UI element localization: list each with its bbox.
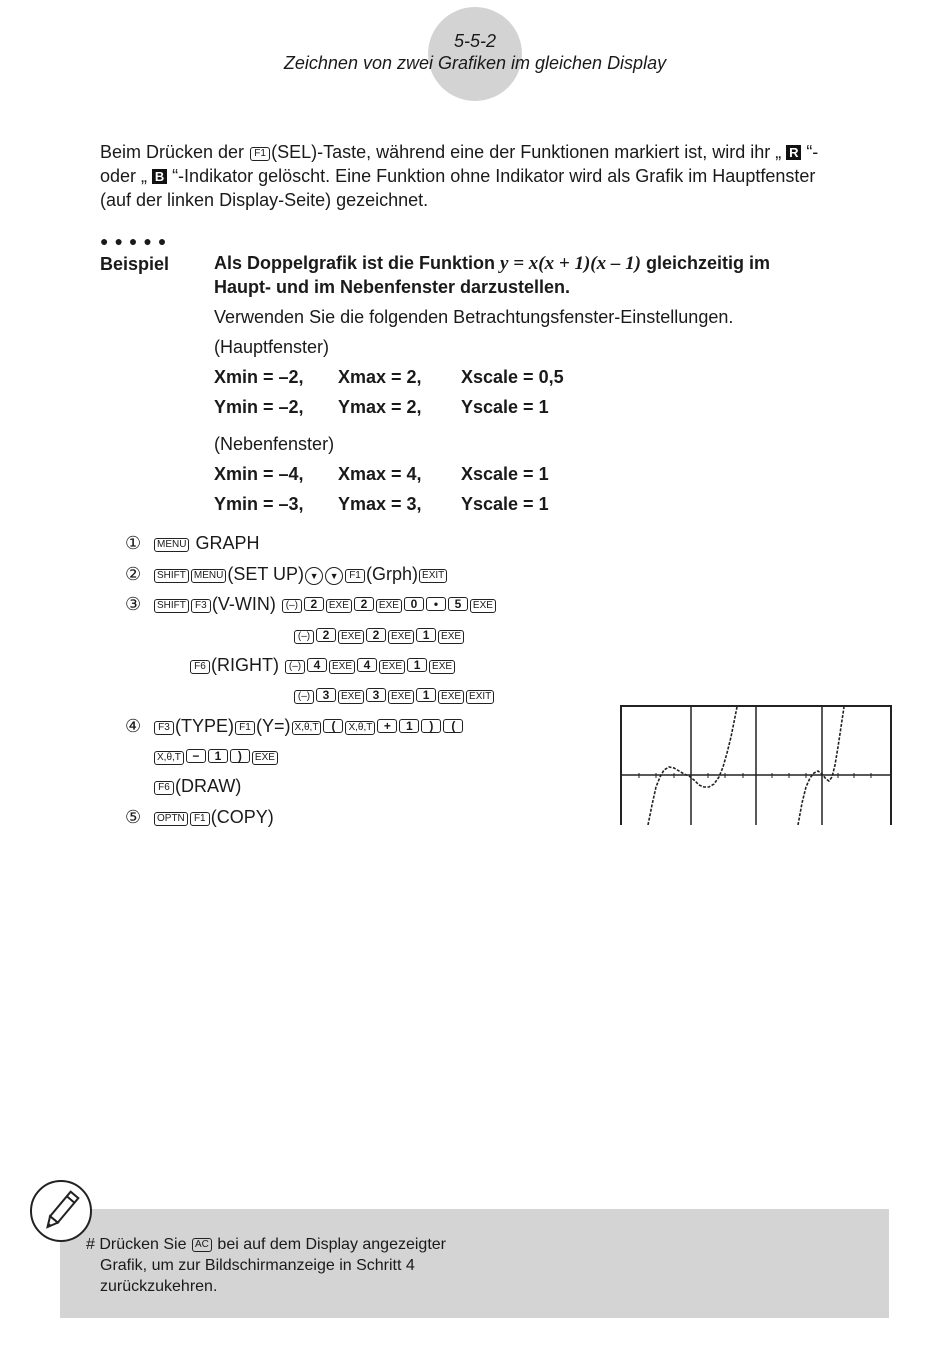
f3-key: F3 (154, 721, 174, 735)
negative-key: (–) (282, 599, 302, 613)
setting-value: Ymin = –3, (214, 494, 304, 514)
example-title: Als Doppelgrafik ist die Funktion (214, 253, 496, 273)
example-block (214, 252, 854, 515)
pencil-note-icon (30, 1180, 92, 1242)
minus-key: − (186, 749, 206, 763)
intro-text: “- (806, 142, 819, 162)
exe-key: EXE (388, 630, 414, 644)
step-3 (125, 593, 497, 615)
digit-key: 2 (316, 628, 336, 642)
menu-key: MENU (154, 538, 189, 552)
step-5 (125, 806, 274, 828)
negative-key: (–) (285, 660, 305, 674)
setting-value: Ymax = 3, (338, 494, 422, 514)
sub-settings-row-y (214, 493, 854, 515)
plus-key: + (377, 719, 397, 733)
calculator-screen-graph (620, 705, 892, 825)
setting-value: Xscale = 0,5 (461, 367, 564, 387)
setting-value: Xmin = –2, (214, 367, 304, 387)
step-3-line-4 (293, 684, 495, 706)
shift-key: SHIFT (154, 599, 189, 613)
x-theta-t-key: X,θ,T (292, 721, 322, 735)
ac-key: AC (192, 1238, 212, 1252)
negative-key: (–) (294, 630, 314, 644)
setting-value: Yscale = 1 (461, 397, 549, 417)
close-paren-key: ) (230, 749, 250, 763)
step-text: (DRAW) (175, 776, 242, 796)
note-line: zurückzukehren. (100, 1278, 218, 1295)
exe-key: EXE (470, 599, 496, 613)
step-text: (V-WIN) (211, 594, 276, 614)
f6-key: F6 (154, 781, 174, 795)
note-line: Grafik, um zur Bildschirmanzeige in Schritt 4 (100, 1257, 415, 1274)
exe-key: EXE (438, 690, 464, 704)
setting-value: Xmax = 4, (338, 464, 422, 484)
cursor-down-icon: ▼ (305, 567, 323, 585)
exe-key: EXE (329, 660, 355, 674)
note-line: bei auf dem Display angezeigter (217, 1236, 446, 1253)
digit-key: 2 (354, 597, 374, 611)
step-number: ③ (125, 594, 142, 614)
cursor-down-icon: ▼ (325, 567, 343, 585)
digit-key: 1 (208, 749, 228, 763)
exe-key: EXE (379, 660, 405, 674)
main-window-label: (Hauptfenster) (214, 337, 330, 357)
step-2 (125, 563, 448, 585)
setting-value: Yscale = 1 (461, 494, 549, 514)
intro-text: (auf der linken Display-Seite) gezeichnet. (100, 190, 429, 210)
exe-key: EXE (338, 690, 364, 704)
digit-key: 0 (404, 597, 424, 611)
step-3-line-3 (189, 654, 456, 676)
f1-key: F1 (190, 812, 210, 826)
step-4-line-2 (153, 745, 279, 767)
intro-text: “-Indikator gelöscht. Eine Funktion ohne Indikator wird als Grafik im Hauptfenster (172, 166, 816, 186)
sub-window-label: (Nebenfenster) (214, 434, 335, 454)
digit-key: 1 (399, 719, 419, 733)
example-title: gleichzeitig im (645, 253, 770, 273)
digit-key: 5 (448, 597, 468, 611)
digit-key: 2 (304, 597, 324, 611)
setting-value: Xmax = 2, (338, 367, 422, 387)
main-settings-row-y (214, 396, 854, 418)
digit-key: 3 (366, 688, 386, 702)
digit-key: 1 (416, 628, 436, 642)
step-text: GRAPH (195, 533, 260, 553)
x-theta-t-key: X,θ,T (154, 751, 184, 765)
digit-key: 1 (407, 658, 427, 672)
step-number: ⑤ (125, 807, 142, 827)
step-number: ④ (125, 716, 142, 736)
digit-key: 1 (416, 688, 436, 702)
exit-key: EXIT (419, 569, 447, 583)
exe-key: EXE (326, 599, 352, 613)
example-label: Beispiel (100, 254, 170, 274)
b-indicator-icon: B (152, 169, 167, 184)
menu-key: MENU (191, 569, 226, 583)
setting-value: Xscale = 1 (461, 464, 549, 484)
setting-value: Ymax = 2, (338, 397, 422, 417)
intro-text: oder „ (100, 166, 148, 186)
exe-key: EXE (429, 660, 455, 674)
f1-key: F1 (235, 721, 255, 735)
optn-key: OPTN (154, 812, 188, 826)
exe-key: EXE (252, 751, 278, 765)
r-indicator-icon: R (786, 145, 801, 160)
digit-key: 3 (316, 688, 336, 702)
exe-key: EXE (376, 599, 402, 613)
step-4-line-3 (153, 775, 241, 797)
digit-key: 2 (366, 628, 386, 642)
shift-key: SHIFT (154, 569, 189, 583)
step-text: (Y=) (256, 716, 291, 736)
dot-key: • (426, 597, 446, 611)
digit-key: 4 (307, 658, 327, 672)
note-text (86, 1234, 446, 1297)
step-4 (125, 715, 464, 737)
f1-key: F1 (345, 569, 365, 583)
open-paren-key: ( (443, 719, 463, 733)
exe-key: EXE (438, 630, 464, 644)
step-text: (RIGHT) (211, 655, 279, 675)
f3-key: F3 (191, 599, 211, 613)
intro-text: Beim Drücken der (100, 142, 245, 162)
main-settings-row-x (214, 366, 854, 388)
digit-key: 4 (357, 658, 377, 672)
setting-value: Ymin = –2, (214, 397, 304, 417)
x-theta-t-key: X,θ,T (345, 721, 375, 735)
example-formula: y = x(x + 1)(x – 1) (500, 253, 641, 274)
note-line: Drücken Sie (99, 1236, 187, 1253)
negative-key: (–) (294, 690, 314, 704)
note-hash: # (86, 1236, 95, 1253)
example-instruction: Verwenden Sie die folgenden Betrachtungsfenster-Einstellungen. (214, 307, 734, 327)
intro-text: (SEL)-Taste, während eine der Funktionen markiert ist, wird ihr „ (271, 142, 782, 162)
step-text: (Grph) (366, 564, 419, 584)
step-text: (SET UP) (227, 564, 305, 584)
f1-key: F1 (250, 147, 270, 161)
step-number: ① (125, 533, 142, 553)
sub-settings-row-x (214, 463, 854, 485)
exe-key: EXE (388, 690, 414, 704)
close-paren-key: ) (421, 719, 441, 733)
intro-paragraph (100, 140, 870, 212)
step-3-line-2 (293, 624, 465, 646)
page-title: Zeichnen von zwei Grafiken im gleichen Display (283, 53, 667, 73)
open-paren-key: ( (323, 719, 343, 733)
example-title-line2: Haupt- und im Nebenfenster darzustellen. (214, 277, 571, 297)
page-number: 5-5-2 (453, 31, 497, 51)
example-dots: ●●●●● (100, 233, 173, 249)
main-curve (648, 707, 737, 825)
f6-key: F6 (190, 660, 210, 674)
step-1 (125, 532, 259, 554)
exit-key: EXIT (466, 690, 494, 704)
dual-graph-image (622, 707, 890, 825)
sub-curve (798, 707, 844, 825)
step-text: (COPY) (210, 807, 274, 827)
setting-value: Xmin = –4, (214, 464, 304, 484)
exe-key: EXE (338, 630, 364, 644)
step-text: (TYPE) (175, 716, 235, 736)
step-number: ② (125, 564, 142, 584)
